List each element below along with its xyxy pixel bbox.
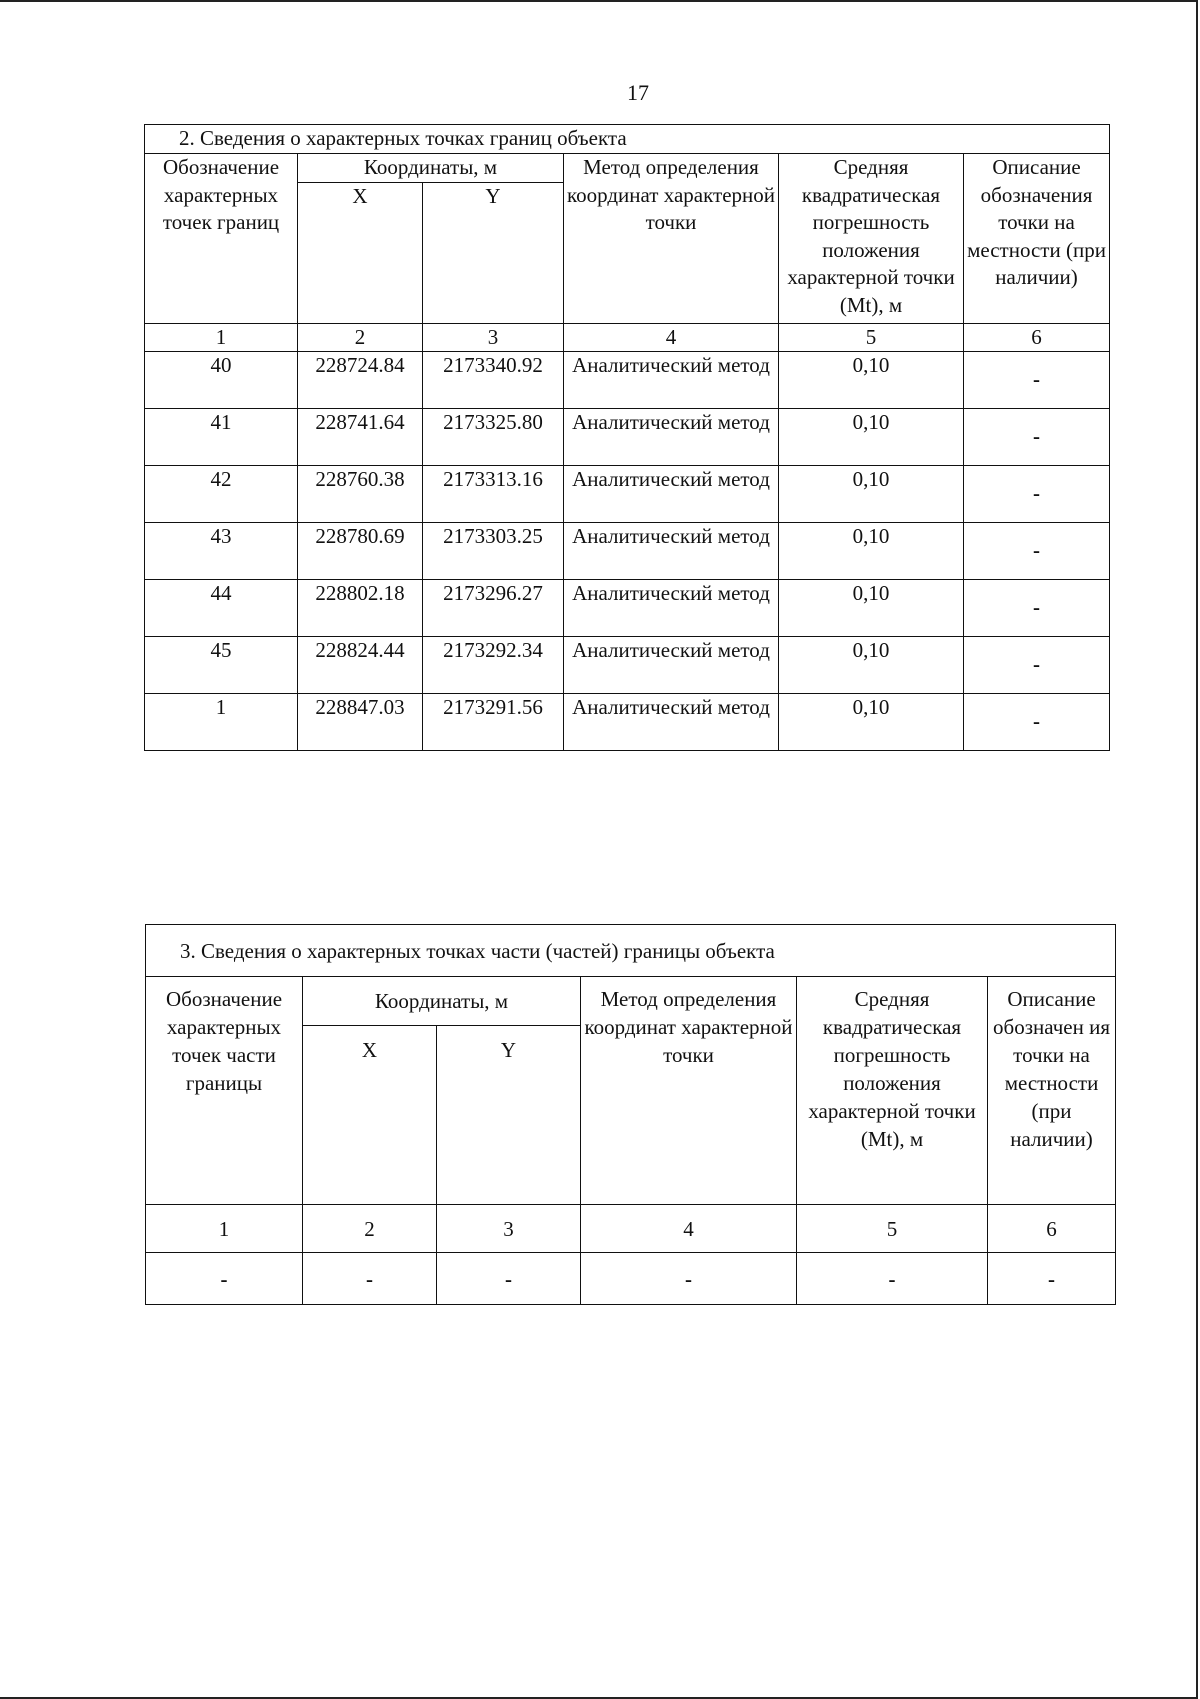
header-method: Метод определения координат характерной точки — [581, 977, 797, 1205]
table-row — [146, 1253, 1116, 1305]
cell-x: 228802.18 — [298, 580, 423, 637]
header-error: Средняя квадратическая погрешность положения характерной точки (Mt), м — [797, 977, 988, 1205]
cell-error: 0,10 — [779, 694, 964, 751]
cell-description: - — [964, 466, 1110, 523]
cell-y: - — [437, 1253, 581, 1305]
cell-method: Аналитический метод — [564, 352, 779, 409]
cell-x: 228760.38 — [298, 466, 423, 523]
cell-method: Аналитический метод — [564, 580, 779, 637]
cell-error: 0,10 — [779, 409, 964, 466]
header-y: Y — [437, 1026, 581, 1205]
cell-x: 228847.03 — [298, 694, 423, 751]
column-number: 3 — [437, 1205, 581, 1253]
cell-y: 2173292.34 — [423, 637, 564, 694]
cell-description: - — [964, 694, 1110, 751]
cell-method: Аналитический метод — [564, 694, 779, 751]
column-number-row — [145, 324, 1110, 352]
boundary-points-table — [144, 124, 1110, 751]
column-number: 1 — [146, 1205, 303, 1253]
table-row — [145, 409, 1110, 466]
cell-x: 228741.64 — [298, 409, 423, 466]
column-number-row — [146, 1205, 1116, 1253]
table-row — [145, 352, 1110, 409]
column-number: 6 — [988, 1205, 1116, 1253]
header-method: Метод определения координат характерной точки — [564, 154, 779, 324]
cell-x: 228724.84 — [298, 352, 423, 409]
cell-description: - — [964, 523, 1110, 580]
cell-error: 0,10 — [779, 580, 964, 637]
cell-point: 40 — [145, 352, 298, 409]
cell-y: 2173313.16 — [423, 466, 564, 523]
header-x: X — [303, 1026, 437, 1205]
cell-point: 44 — [145, 580, 298, 637]
cell-point: 41 — [145, 409, 298, 466]
cell-error: 0,10 — [779, 637, 964, 694]
column-number: 4 — [581, 1205, 797, 1253]
column-number: 1 — [145, 324, 298, 352]
header-designation: Обозначение характерных точек границ — [145, 154, 298, 324]
header-error: Средняя квадратическая погрешность положения характерной точки (Mt), м — [779, 154, 964, 324]
table-caption: 3. Сведения о характерных точках части (частей) границы объекта — [146, 925, 1116, 977]
cell-point: 45 — [145, 637, 298, 694]
cell-x: 228780.69 — [298, 523, 423, 580]
cell-error: 0,10 — [779, 466, 964, 523]
boundary-part-points-table — [145, 924, 1116, 1305]
cell-point: - — [146, 1253, 303, 1305]
column-number: 2 — [298, 324, 423, 352]
header-description: Описание обозначен ия точки на местности (при наличии) — [988, 977, 1116, 1205]
cell-y: 2173303.25 — [423, 523, 564, 580]
cell-error: 0,10 — [779, 523, 964, 580]
cell-method: Аналитический метод — [564, 637, 779, 694]
table-caption: 2. Сведения о характерных точках границ объекта — [145, 125, 1110, 154]
header-description: Описание обозначения точки на местности (при наличии) — [964, 154, 1110, 324]
column-number: 2 — [303, 1205, 437, 1253]
column-number: 4 — [564, 324, 779, 352]
header-x: X — [298, 183, 423, 324]
header-y: Y — [423, 183, 564, 324]
table-row — [145, 523, 1110, 580]
cell-error: - — [797, 1253, 988, 1305]
cell-x: - — [303, 1253, 437, 1305]
header-coordinates: Координаты, м — [298, 154, 564, 183]
cell-method: - — [581, 1253, 797, 1305]
cell-point: 42 — [145, 466, 298, 523]
cell-y: 2173325.80 — [423, 409, 564, 466]
column-number: 3 — [423, 324, 564, 352]
cell-y: 2173340.92 — [423, 352, 564, 409]
cell-point: 1 — [145, 694, 298, 751]
cell-description: - — [964, 580, 1110, 637]
table-row — [145, 694, 1110, 751]
column-number: 5 — [779, 324, 964, 352]
table-row — [145, 637, 1110, 694]
table-row — [145, 580, 1110, 637]
cell-description: - — [964, 409, 1110, 466]
cell-description: - — [964, 637, 1110, 694]
cell-description: - — [988, 1253, 1116, 1305]
cell-method: Аналитический метод — [564, 409, 779, 466]
cell-method: Аналитический метод — [564, 466, 779, 523]
cell-point: 43 — [145, 523, 298, 580]
cell-error: 0,10 — [779, 352, 964, 409]
header-designation: Обозначение характерных точек части границы — [146, 977, 303, 1205]
page-number: 17 — [627, 80, 649, 105]
cell-description: - — [964, 352, 1110, 409]
table-row — [145, 466, 1110, 523]
cell-method: Аналитический метод — [564, 523, 779, 580]
cell-y: 2173296.27 — [423, 580, 564, 637]
column-number: 6 — [964, 324, 1110, 352]
cell-x: 228824.44 — [298, 637, 423, 694]
header-coordinates: Координаты, м — [303, 977, 581, 1026]
cell-y: 2173291.56 — [423, 694, 564, 751]
column-number: 5 — [797, 1205, 988, 1253]
